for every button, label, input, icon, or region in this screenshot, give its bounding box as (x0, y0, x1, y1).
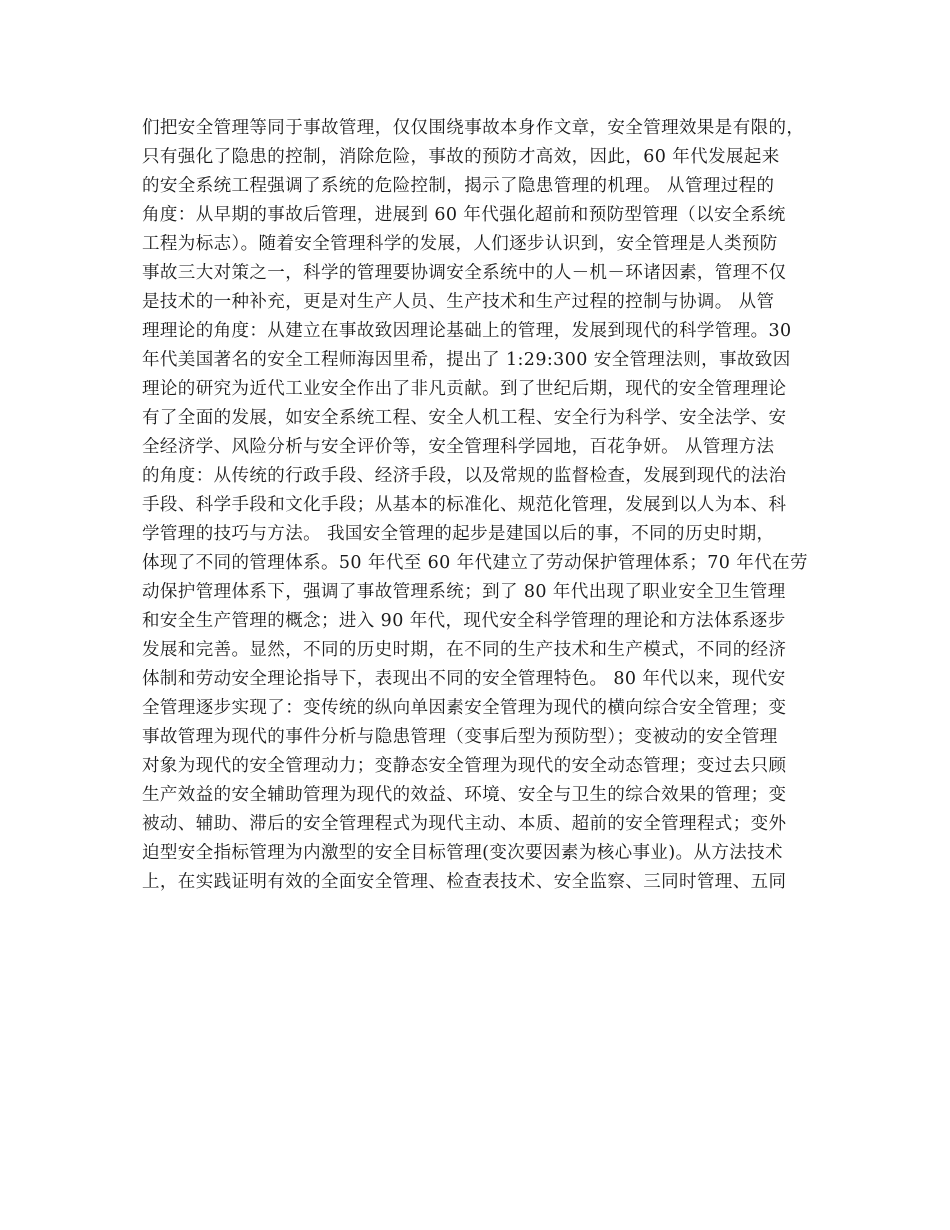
text-line: 只有强化了隐患的控制，消除危险，事故的预防才高效，因此，60 年代发展起来 (142, 147, 780, 167)
text-line: 角度：从早期的事故后管理，进展到 60 年代强化超前和预防型管理（以安全系统 (142, 205, 786, 225)
text-line: 手段、科学手段和文化手段；从基本的标准化、规范化管理，发展到以人为本、科 (142, 495, 787, 515)
text-line: 年代美国著名的安全工程师海因里希，提出了 1:29:300 安全管理法则，事故致因 (142, 350, 791, 370)
text-line: 发展和完善。显然，不同的历史时期，在不同的生产技术和生产模式，不同的经济 (142, 640, 787, 660)
text-line: 迫型安全指标管理为内激型的安全目标管理(变次要因素为核心事业)。从方法技术 (142, 843, 783, 863)
text-line: 全经济学、风险分析与安全评价等，安全管理科学园地，百花争妍。 从管理方法 (142, 437, 775, 457)
text-line: 全管理逐步实现了：变传统的纵向单因素安全管理为现代的横向综合安全管理；变 (142, 698, 787, 718)
text-line: 生产效益的安全辅助管理为现代的效益、环境、安全与卫生的综合效果的管理；变 (142, 785, 787, 805)
text-line: 事故管理为现代的事件分析与隐患管理（变事后型为预防型）；变被动的安全管理 (142, 727, 778, 747)
text-line: 有了全面的发展，如安全系统工程、安全人机工程、安全行为科学、安全法学、安 (142, 408, 787, 428)
text-line: 被动、辅助、滞后的安全管理程式为现代主动、本质、超前的安全管理程式；变外 (142, 814, 787, 834)
text-line: 的安全系统工程强调了系统的危险控制，揭示了隐患管理的机理。 从管理过程的 (142, 176, 775, 196)
text-line: 们把安全管理等同于事故管理，仅仅围绕事故本身作文章，安全管理效果是有限的， (142, 118, 805, 138)
text-line: 是技术的一种补充，更是对生产人员、生产技术和生产过程的控制与协调。 从管 (142, 292, 775, 312)
text-line: 事故三大对策之一，科学的管理要协调安全系统中的人－机－环诸因素，管理不仅 (142, 263, 787, 283)
text-line: 体制和劳动安全理论指导下，表现出不同的安全管理特色。 80 年代以来，现代安 (142, 669, 786, 689)
text-line: 工程为标志）。随着安全管理科学的发展，人们逐步认识到，安全管理是人类预防 (142, 234, 778, 254)
text-line: 体现了不同的管理体系。50 年代至 60 年代建立了劳动保护管理体系；70 年代在劳 (142, 553, 808, 573)
text-line: 的角度：从传统的行政手段、经济手段，以及常规的监督检查，发展到现代的法治 (142, 466, 787, 486)
text-line: 理理论的角度：从建立在事故致因理论基础上的管理，发展到现代的科学管理。30 (142, 321, 792, 341)
text-line: 理论的研究为近代工业安全作出了非凡贡献。到了世纪后期，现代的安全管理理论 (142, 379, 787, 399)
text-line: 学管理的技巧与方法。 我国安全管理的起步是建国以后的事，不同的历史时期， (142, 524, 775, 544)
text-line: 对象为现代的安全管理动力；变静态安全管理为现代的安全动态管理；变过去只顾 (142, 756, 787, 776)
text-line: 和安全生产管理的概念；进入 90 年代，现代安全科学管理的理论和方法体系逐步 (142, 611, 786, 631)
text-line: 动保护管理体系下，强调了事故管理系统；到了 80 年代出现了职业安全卫生管理 (142, 582, 786, 602)
text-line: 上，在实践证明有效的全面安全管理、检查表技术、安全监察、三同时管理、五同 (142, 872, 787, 892)
body-text (142, 114, 822, 897)
